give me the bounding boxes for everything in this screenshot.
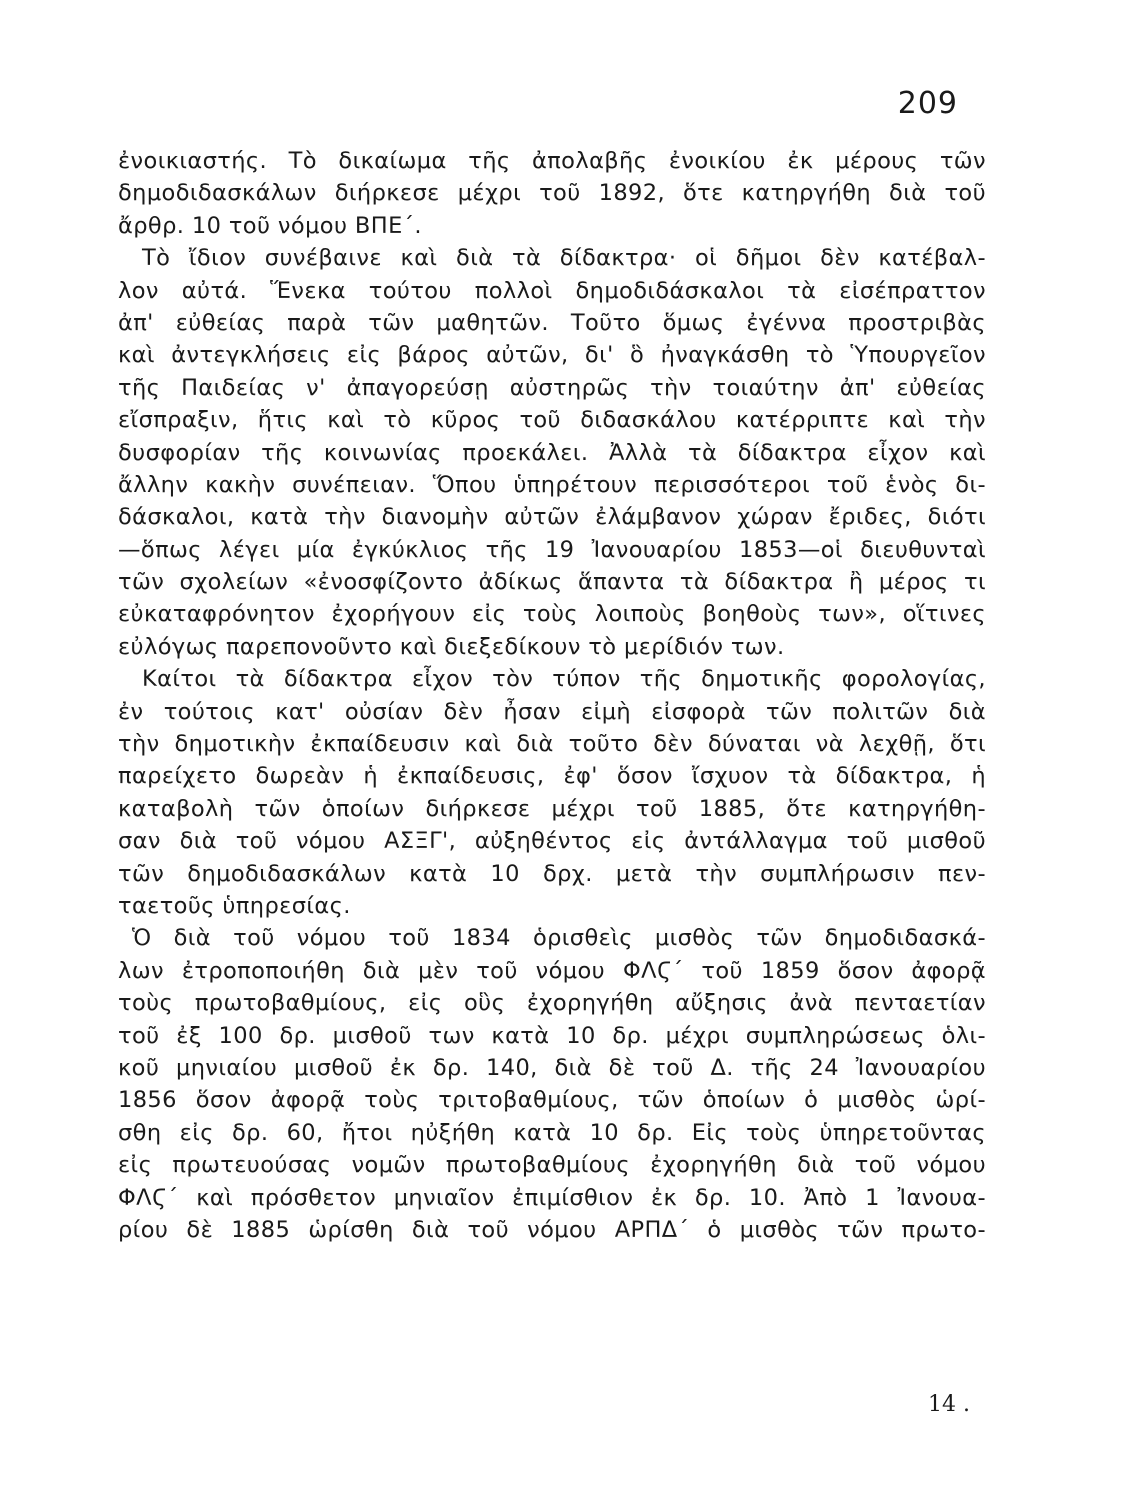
text-line: τὴν δημοτικὴν ἐκπαίδευσιν καὶ διὰ τοῦτο δὲν δύναται νὰ λεχθῇ, ὅτι — [118, 731, 986, 758]
text-line: δυσφορίαν τῆς κοινωνίας προεκάλει. Ἀλλὰ τὰ δίδακτρα εἶχον καὶ — [118, 439, 986, 466]
text-line: τῶν σχολείων «ἐνοσφίζοντο ἀδίκως ἅπαντα τὰ δίδακτρα ἢ μέρος τι — [118, 569, 986, 596]
text-line: Ὁ διὰ τοῦ νόμου τοῦ 1834 ὁρισθεὶς μισθὸς τῶν δημοδιδασκά- — [132, 925, 986, 952]
text-line: δημοδιδασκάλων διήρκεσε μέχρι τοῦ 1892, ὅτε κατηργήθη διὰ τοῦ — [118, 180, 986, 207]
text-line: σαν διὰ τοῦ νόμου ΑΣΞΓ', αὐξηθέντος εἰς ἀντάλλαγμα τοῦ μισθοῦ — [118, 828, 986, 855]
text-line: εὐκαταφρόνητον ἐχορήγουν εἰς τοὺς λοιποὺς βοηθοὺς των», οἵτινες — [118, 601, 986, 628]
text-line: τοὺς πρωτοβαθμίους, εἰς οὓς ἐχορηγήθη αὔξησις ἀνὰ πενταετίαν — [118, 990, 986, 1017]
text-line: Τὸ ἴδιον συνέβαινε καὶ διὰ τὰ δίδακτρα· οἱ δῆμοι δὲν κατέβαλ- — [142, 245, 986, 272]
text-line: ρίου δὲ 1885 ὡρίσθη διὰ τοῦ νόμου ΑΡΠΔ΄ ὁ μισθὸς τῶν πρωτο- — [118, 1216, 986, 1243]
body-text — [118, 145, 986, 1246]
text-line: δάσκαλοι, κατὰ τὴν διανομὴν αὐτῶν ἐλάμβανον χώραν ἔριδες, διότι — [118, 504, 986, 531]
text-line: εὐλόγως παρεπονοῦντο καὶ διεξεδίκουν τὸ μερίδιόν των. — [118, 633, 785, 660]
text-line: Καίτοι τὰ δίδακτρα εἶχον τὸν τύπον τῆς δημοτικῆς φορολογίας, — [142, 666, 986, 693]
text-line: ἐνοικιαστής. Τὸ δικαίωμα τῆς ἀπολαβῆς ἐνοικίου ἐκ μέρους τῶν — [118, 148, 986, 174]
text-line: 1856 ὅσον ἀφορᾷ τοὺς τριτοβαθμίους, τῶν ὁποίων ὁ μισθὸς ὡρί- — [118, 1087, 986, 1114]
text-line: καὶ ἀντεγκλήσεις εἰς βάρος αὐτῶν, δι' ὃ ἠναγκάσθη τὸ Ὑπουργεῖον — [118, 342, 986, 369]
page-number: 209 — [897, 86, 958, 121]
text-line: λων ἐτροποποιήθη διὰ μὲν τοῦ νόμου ΦΛϚ΄ τοῦ 1859 ὅσον ἀφορᾷ — [118, 957, 986, 984]
text-line: εἰς πρωτευούσας νομῶν πρωτοβαθμίους ἐχορηγήθη διὰ τοῦ νόμου — [118, 1152, 986, 1179]
text-line: ἐν τούτοις κατ' οὐσίαν δὲν ἦσαν εἰμὴ εἰσφορὰ τῶν πολιτῶν διὰ — [118, 698, 986, 725]
text-line: καταβολὴ τῶν ὁποίων διήρκεσε μέχρι τοῦ 1885, ὅτε κατηργήθη- — [118, 795, 986, 822]
text-line: ἄλλην κακὴν συνέπειαν. Ὅπου ὑπηρέτουν περισσότεροι τοῦ ἑνὸς δι- — [118, 471, 986, 498]
text-line: σθη εἰς δρ. 60, ἤτοι ηὐξήθη κατὰ 10 δρ. Εἰς τοὺς ὑπηρετοῦντας — [118, 1119, 986, 1146]
text-line: ἀπ' εὐθείας παρὰ τῶν μαθητῶν. Τοῦτο ὅμως ἐγέννα προστριβὰς — [118, 309, 986, 336]
signature-mark: 14 . — [928, 1392, 970, 1417]
text-line: τοῦ ἐξ 100 δρ. μισθοῦ των κατὰ 10 δρ. μέχρι συμπληρώσεως ὁλι- — [118, 1022, 986, 1049]
text-line: τῶν δημοδιδασκάλων κατὰ 10 δρχ. μετὰ τὴν συμπλήρωσιν πεν- — [118, 860, 986, 887]
text-line: ΦΛϚ΄ καὶ πρόσθετον μηνιαῖον ἐπιμίσθιον ἐκ δρ. 10. Ἀπὸ 1 Ἰανουα- — [118, 1184, 986, 1211]
text-line: ἄρθρ. 10 τοῦ νόμου ΒΠΕ΄. — [118, 212, 422, 239]
text-line: εἴσπραξιν, ἥτις καὶ τὸ κῦρος τοῦ διδασκάλου κατέρριπτε καὶ τὴν — [118, 407, 986, 434]
text-line: λον αὐτά. Ἕνεκα τούτου πολλοὶ δημοδιδάσκαλοι τὰ εἰσέπραττον — [118, 277, 986, 304]
text-line: ταετοῦς ὑπηρεσίας. — [118, 892, 351, 919]
text-line: —ὅπως λέγει μία ἐγκύκλιος τῆς 19 Ἰανουαρίου 1853—οἱ διευθυνταὶ — [118, 536, 986, 563]
text-line: κοῦ μηνιαίου μισθοῦ ἐκ δρ. 140, διὰ δὲ τοῦ Δ. τῆς 24 Ἰανουαρίου — [118, 1054, 986, 1081]
text-line: παρείχετο δωρεὰν ἡ ἐκπαίδευσις, ἐφ' ὅσον ἴσχυον τὰ δίδακτρα, ἡ — [118, 763, 986, 790]
text-line: τῆς Παιδείας ν' ἀπαγορεύσῃ αὐστηρῶς τὴν τοιαύτην ἀπ' εὐθείας — [118, 374, 986, 401]
